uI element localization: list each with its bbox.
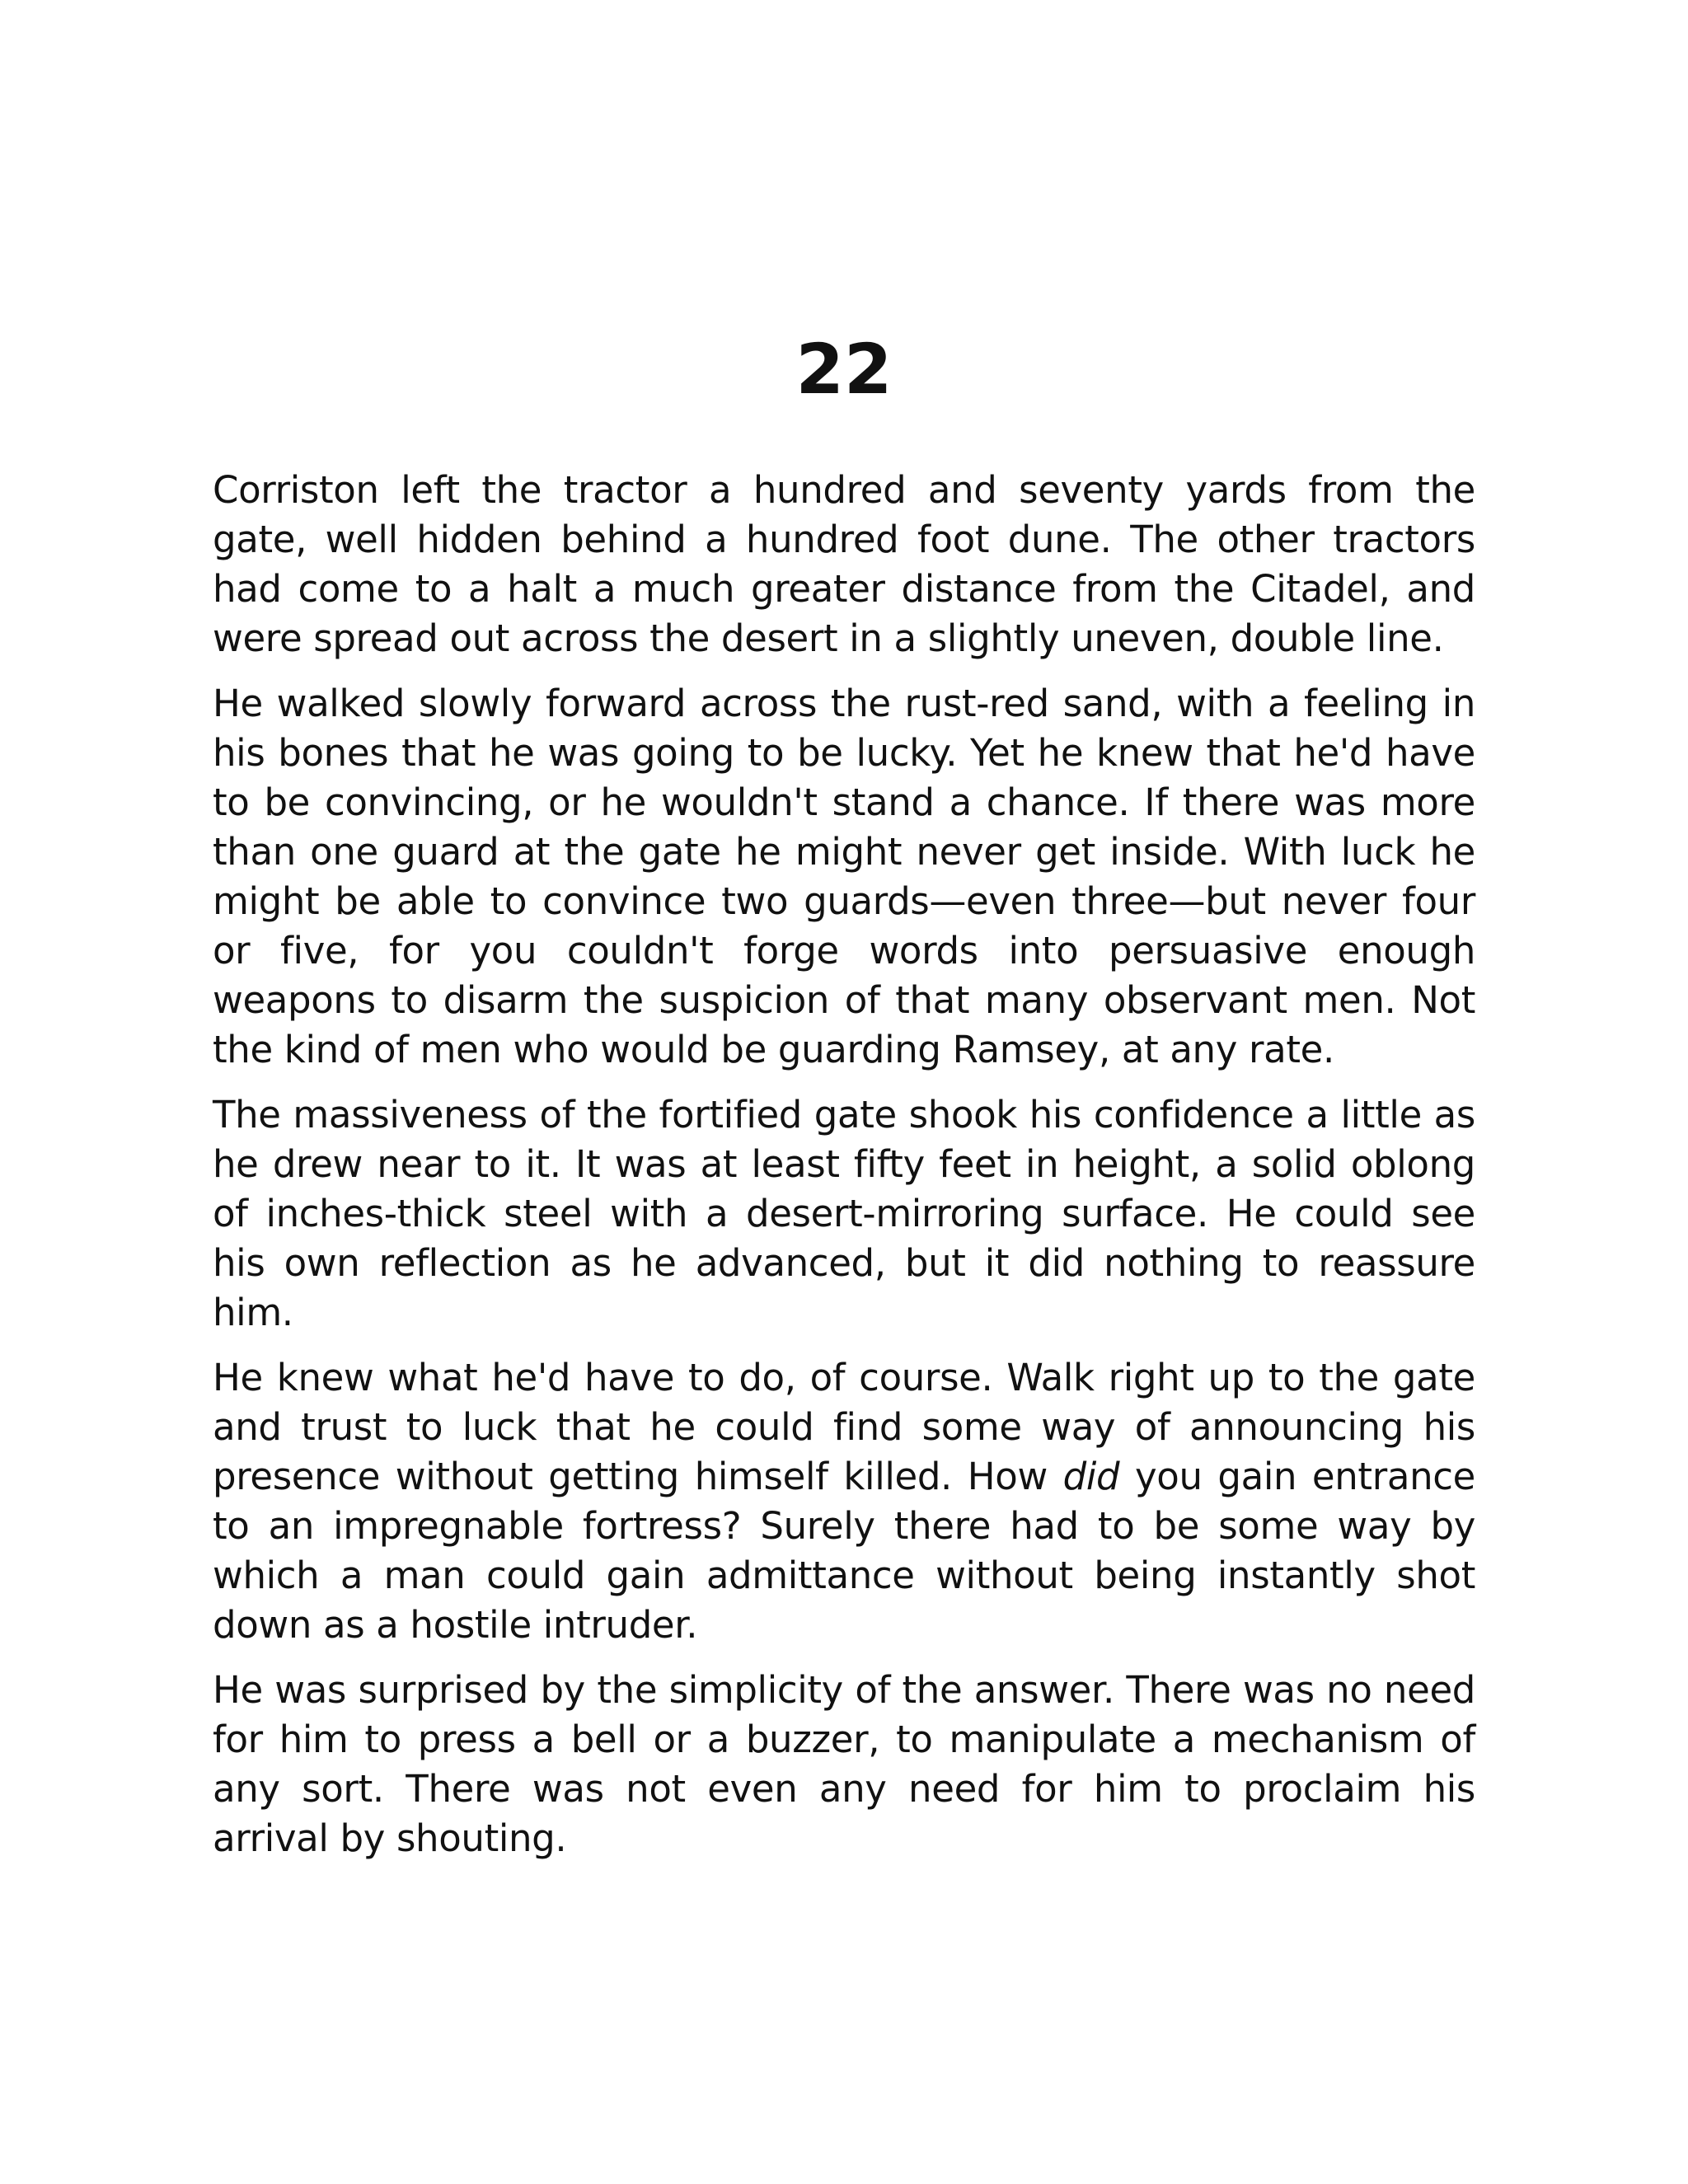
paragraph-2: He walked slowly forward across the rust-red sand, with a feeling in his bones that he was going to be lucky. Yet he knew that he'd have to be convincing, or he wouldn't stand a chance. If there was more than one guard at the gate he might never get inside. With luck he might be able to convince two guards—even three—but never four or five, for you couldn't forge words into persuasive enough weapons to disarm the suspicion of that many observant men. Not the kind of men who would be guarding Ramsey, at any rate. [213,682,1475,1071]
chapter-number: 22 [795,329,893,410]
paragraph-3: The massiveness of the fortified gate shook his confidence a little as he drew near to it. It was at least fifty feet in height, a solid oblong of inches-thick steel with a desert-mirroring surface. He could see his own reflection as he advanced, but it did nothing to reassure him. [213,1093,1475,1334]
paragraph-4 [213,1353,1475,1650]
chapter-body [213,466,1475,1879]
paragraph-1: Corriston left the tractor a hundred and seventy yards from the gate, well hidden behind a hundred foot dune. The other tractors had come to a halt a much greater distance from the Citadel, and were spread out across the desert in a slightly uneven, double line. [213,468,1475,660]
paragraph-5: He was surprised by the simplicity of the answer. There was no need for him to press a bell or a buzzer, to manipulate a mechanism of any sort. There was not even any need for him to proclaim his arrival by shouting. [213,1668,1475,1860]
paragraph-4-text-before: He knew what he'd have to do, of course. Walk right up to the gate and trust to luck that he could find some way of announcing his presence without getting himself killed. How [213,1356,1475,1498]
paragraph-4-emphasis: did [1062,1455,1120,1498]
paragraph-4-text-after: you gain entrance to an impregnable fortress? Surely there had to be some way by which a man could gain admittance without being instantly shot down as a hostile intruder. [213,1455,1475,1647]
